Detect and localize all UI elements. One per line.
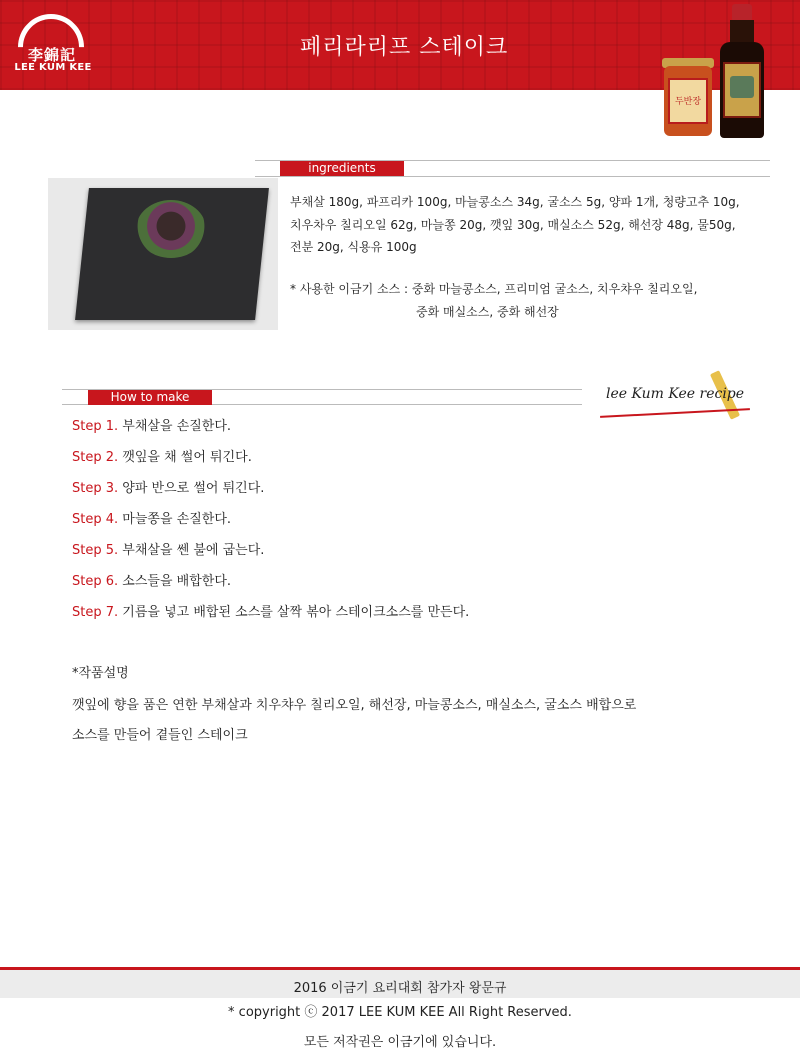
jar-label: 두반장 — [668, 78, 708, 124]
recipe-signature — [600, 378, 760, 424]
step-item — [72, 601, 469, 620]
step-item — [72, 415, 231, 434]
garnish-food — [136, 200, 206, 258]
step-text: 마늘쫑을 손질한다. — [122, 512, 232, 527]
dish-photo — [48, 178, 278, 330]
ingredients-tag: ingredients — [280, 161, 404, 176]
footer-participant: 2016 이금기 요리대회 참가자 왕문규 — [293, 981, 507, 996]
footer-copyright: * copyright ⓒ 2017 LEE KUM KEE All Right Reserved. — [228, 1005, 572, 1020]
bean-sauce-jar-image — [662, 58, 714, 138]
step-label: Step 4. — [72, 512, 119, 527]
bottle-label-emblem — [730, 76, 754, 98]
step-text: 부채살을 쎈 불에 굽는다. — [122, 543, 265, 558]
description-line-2: 소스를 만들어 곁들인 스테이크 — [72, 728, 248, 743]
step-text: 깻잎을 채 썰어 튀긴다. — [122, 450, 252, 465]
step-label: Step 6. — [72, 574, 119, 589]
logo-chinese-text: 李錦記 — [28, 46, 77, 64]
step-label: Step 2. — [72, 450, 119, 465]
sauces-used-line-2: 중화 매실소스, 중화 해선장 — [416, 305, 559, 319]
step-text: 소스들을 배합한다. — [122, 574, 232, 589]
description-heading: *작품설명 — [72, 666, 129, 681]
step-item — [72, 539, 264, 558]
ingredient-line-1: 부채살 180g, 파프리카 100g, 마늘콩소스 34g, 굴소스 5g, 양파 1개, 청량고추 10g, — [290, 195, 740, 209]
step-text: 부채살을 손질한다. — [122, 419, 232, 434]
step-item — [72, 570, 231, 589]
step-label: Step 5. — [72, 543, 119, 558]
description-line-1: 깻잎에 향을 품은 연한 부채살과 치우챠우 칠리오일, 해선장, 마늘콩소스, 매실소스, 굴소스 배합으로 — [72, 698, 637, 713]
step-item — [72, 446, 252, 465]
sauces-used-line-1: * 사용한 이금기 소스 : 중화 마늘콩소스, 프리미엄 굴소스, 치우챠우 칠리오일, — [290, 282, 698, 296]
signature-text: lee Kum Kee recipe — [606, 386, 745, 402]
ingredient-line-3: 전분 20g, 식용유 100g — [290, 240, 417, 254]
step-label: Step 3. — [72, 481, 119, 496]
oyster-sauce-bottle-image — [720, 4, 764, 138]
bottle-label — [723, 62, 761, 118]
step-item — [72, 477, 264, 496]
ingredients-bottom-rule — [255, 176, 770, 177]
step-item — [72, 508, 231, 527]
howto-tag: How to make — [88, 390, 212, 405]
step-text: 양파 반으로 썰어 튀긴다. — [122, 481, 265, 496]
footer-rights: 모든 저작권은 이금기에 있습니다. — [303, 1035, 497, 1050]
step-label: Step 1. — [72, 419, 119, 434]
step-text: 기름을 넣고 배합된 소스를 살짝 볶아 스테이크소스를 만든다. — [122, 605, 470, 620]
ingredient-line-2: 치우차우 칠리오일 62g, 마늘쫑 20g, 깻잎 30g, 매실소스 52g, 해선장 48g, 물50g, — [290, 218, 736, 232]
lee-kum-kee-logo — [14, 14, 92, 76]
page-title: 페리라리프 스테이크 — [300, 35, 509, 60]
step-label: Step 7. — [72, 605, 119, 620]
logo-english-text: LEE KUM KEE — [14, 62, 92, 73]
